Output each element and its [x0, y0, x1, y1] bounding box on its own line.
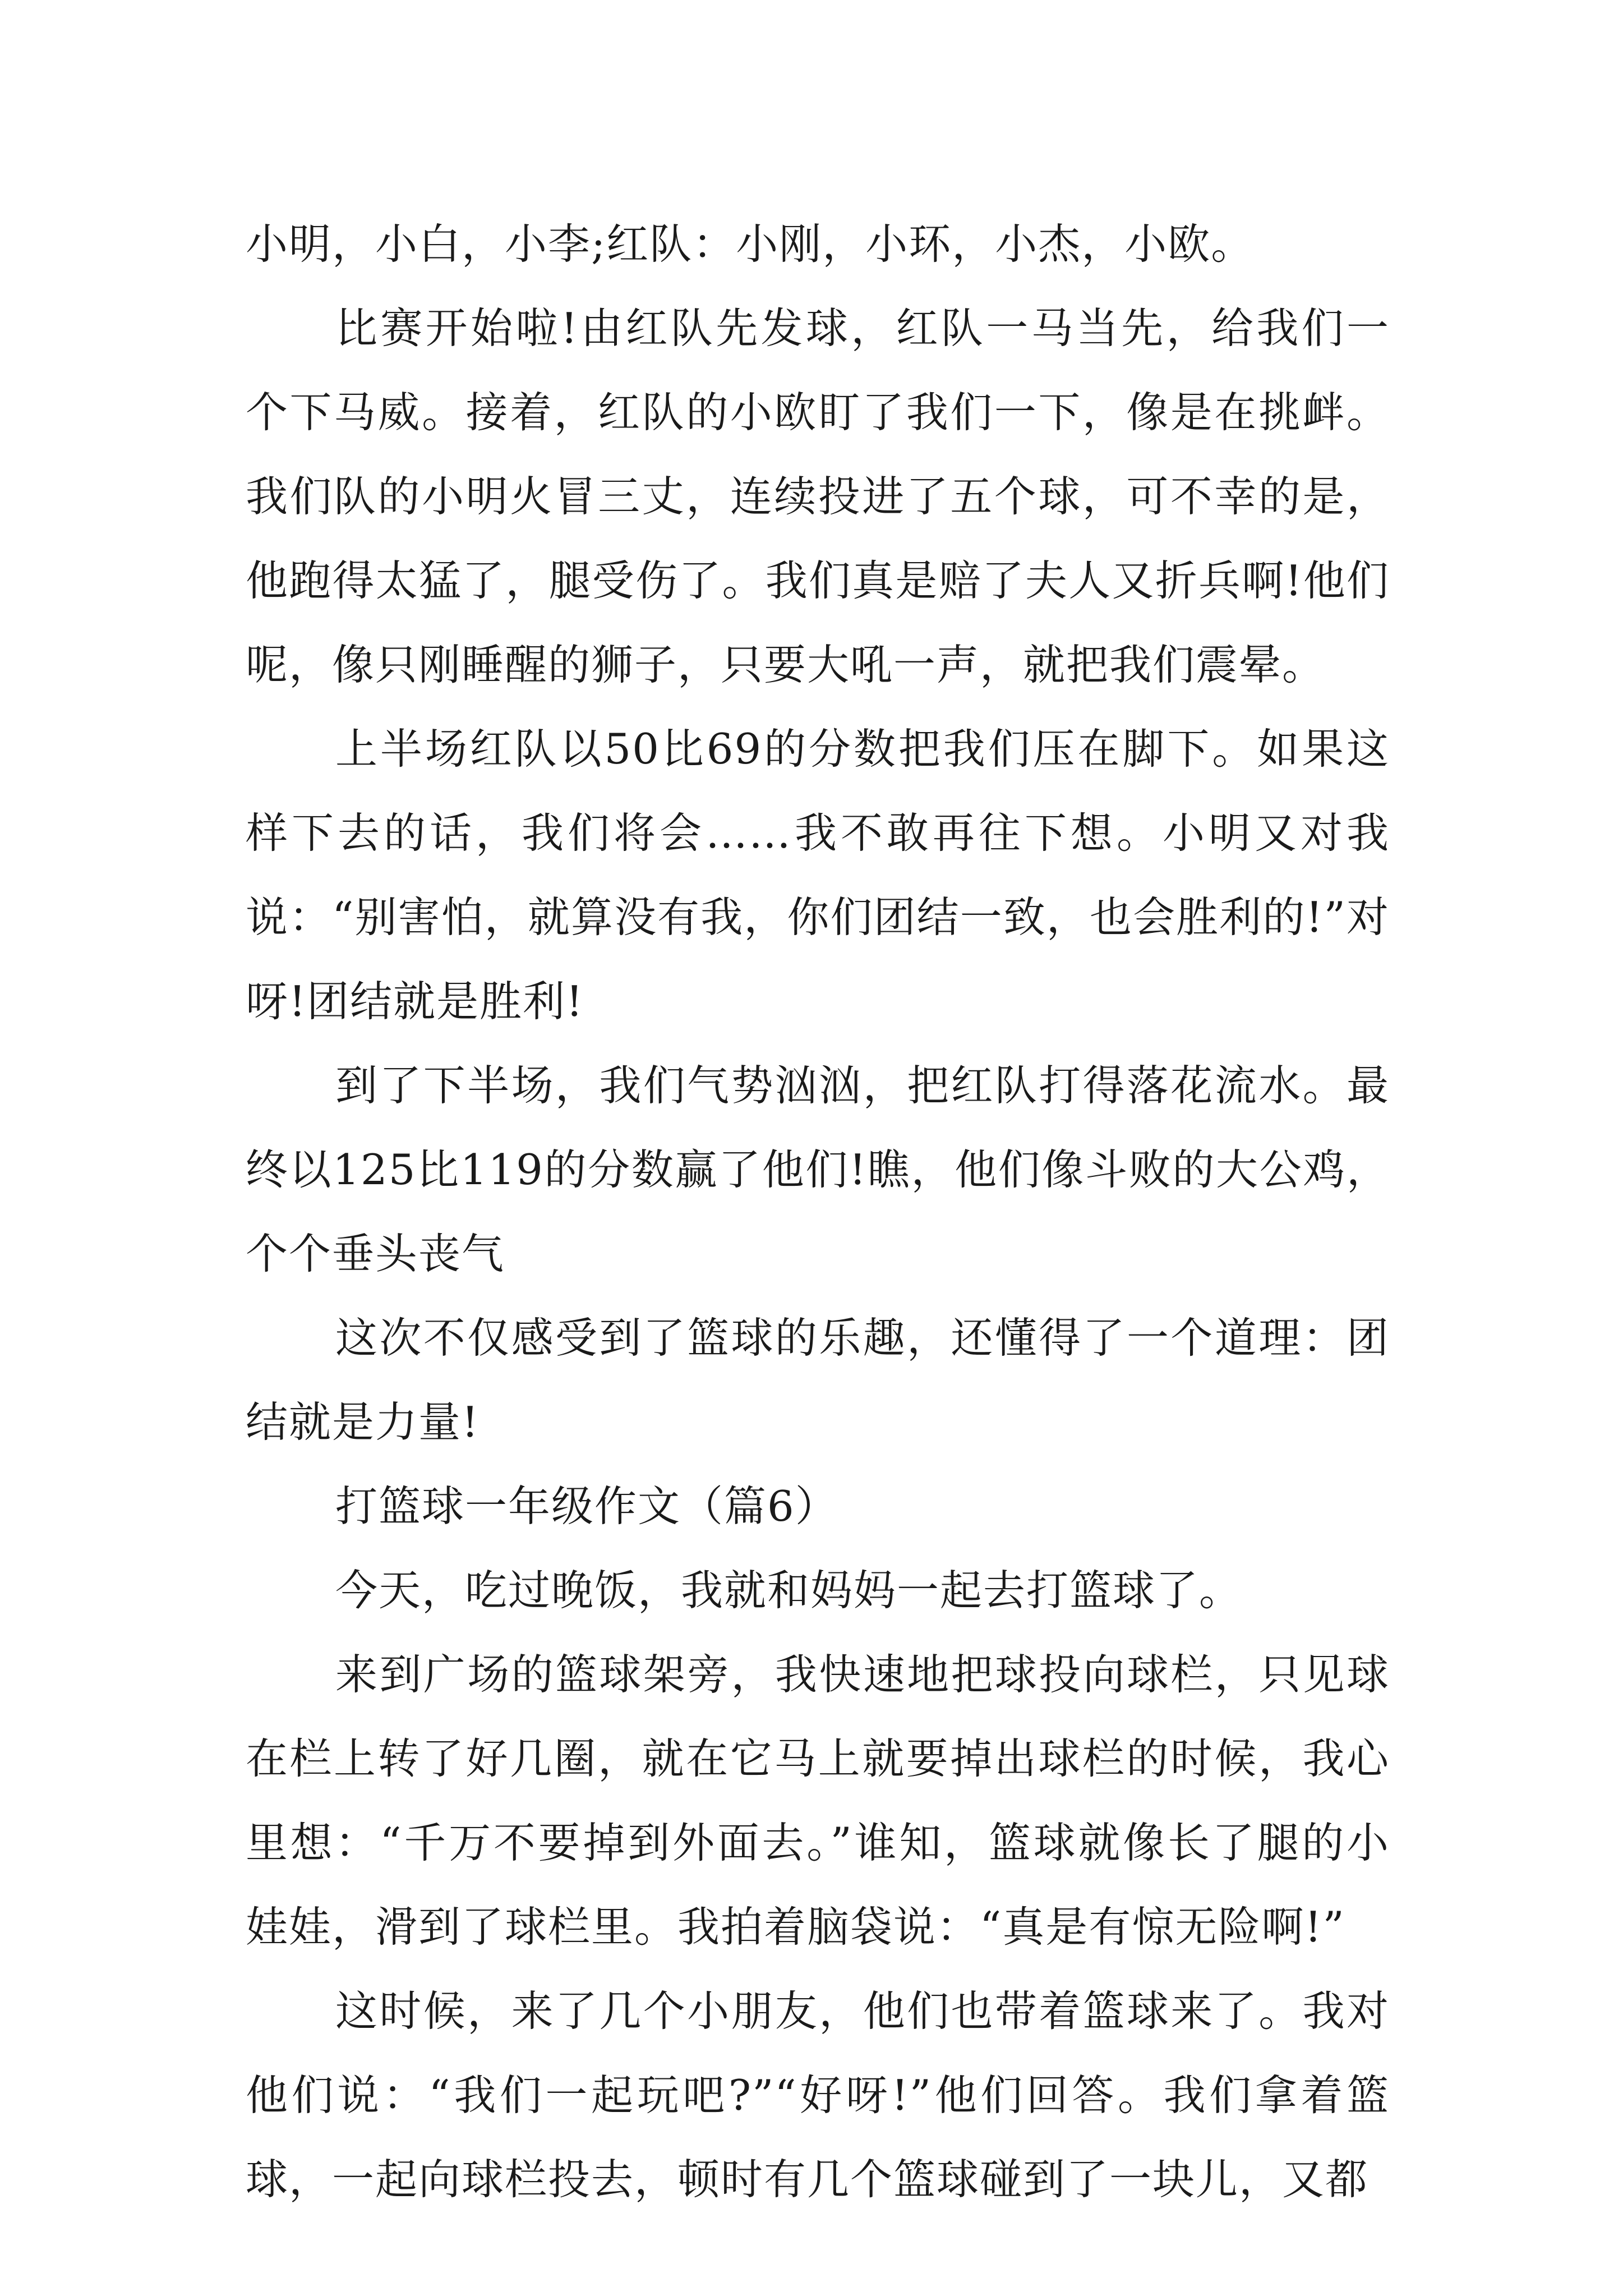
paragraph: 这时候，来了几个小朋友，他们也带着篮球来了。我对他们说：“我们一起玩吧?”“好呀!”他们回答。我们拿着篮球，一起向球栏投去，顿时有几个篮球碰到了一块儿，又都 [246, 1986, 1390, 2204]
paragraph: 今天，吃过晚饭，我就和妈妈一起去打篮球了。 [335, 1566, 1243, 1615]
paragraph: 这次不仅感受到了篮球的乐趣，还懂得了一个道理：团结就是力量! [246, 1313, 1390, 1447]
paragraph: 比赛开始啦!由红队先发球，红队一马当先，给我们一个下马威。接着，红队的小欧盯了我们一下，像是在挑衅。我们队的小明火冒三丈，连续投进了五个球，可不幸的是，他跑得太猛了，腿受伤了。我们真是赔了夫人又折兵啊!他们呢，像只刚睡醒的狮子，只要大吼一声，就把我们震晕。 [246, 303, 1390, 689]
paragraph: 上半场红队以50比69的分数把我们压在脚下。如果这样下去的话，我们将会……我不敢再往下想。小明又对我说：“别害怕，就算没有我，你们团结一致，也会胜利的!”对呀!团结就是胜利! [246, 724, 1390, 1026]
paragraph: 来到广场的篮球架旁，我快速地把球投向球栏，只见球在栏上转了好几圈，就在它马上就要掉出球栏的时候，我心里想：“千万不要掉到外面去。”谁知，篮球就像长了腿的小娃娃，滑到了球栏里。我拍着脑袋说：“真是有惊无险啊!” [246, 1650, 1390, 1952]
paragraph-continuation: 小明，小白，小李;红队：小刚，小环，小杰，小欧。 [246, 219, 1255, 269]
document-body [246, 202, 1390, 2221]
paragraph: 到了下半场，我们气势汹汹，把红队打得落花流水。最终以125比119的分数赢了他们!瞧，他们像斗败的大公鸡，个个垂头丧气 [246, 1061, 1390, 1278]
section-heading: 打篮球一年级作文（篇6） [335, 1481, 838, 1531]
